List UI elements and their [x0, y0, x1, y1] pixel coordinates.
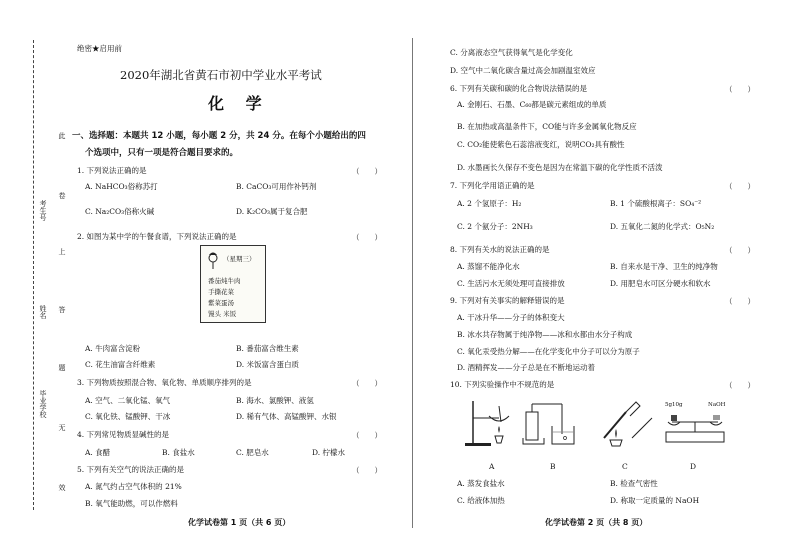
- sidebar-label: 卷: [58, 192, 66, 199]
- option-a: A. 空气、二氧化锰、氧气: [85, 396, 171, 405]
- lunch-menu-card: [200, 245, 266, 323]
- question-stem: 10. 下列实验操作中不规范的是: [450, 380, 555, 389]
- option-d: D. 水墨画长久保存不变色是因为在常温下碳的化学性质不活泼: [457, 163, 663, 172]
- exam-title: 2020年湖北省黄石市初中学业水平考试: [120, 68, 322, 82]
- sidebar-label: 无: [58, 424, 66, 431]
- question-stem: 6. 下列有关碳和碳的化合物说法错误的是: [450, 84, 588, 93]
- option-c: C. 给液体加热: [457, 496, 505, 505]
- option-d: D. 空气中二氧化碳含量过高会加剧温室效应: [450, 66, 596, 75]
- option-c: C. 分离液态空气获得氧气是化学变化: [450, 48, 573, 57]
- option-c: C. 花生油富含纤维素: [85, 360, 156, 369]
- section-instructions: 一、选择题：本题共 12 小题，每小题 2 分，共 24 分。在每个小题给出的四: [72, 131, 366, 141]
- option-b: B. 氧气能助燃，可以作燃料: [85, 499, 178, 508]
- option-b: B. 海水、氯酸钾、液氢: [236, 396, 314, 405]
- option-b: B. 1 个硫酸根离子：SO₄⁻²: [610, 199, 702, 208]
- option-d: D. K₂CO₃属于复合肥: [236, 207, 308, 216]
- option-c: C. 肥皂水: [236, 448, 269, 457]
- menu-item: 馒头 米饭: [208, 310, 237, 318]
- page-divider: [412, 38, 413, 528]
- airtightness-apparatus-figure: [518, 398, 588, 448]
- option-c: C. 氧化铁、锰酸钾、干冰: [85, 412, 171, 421]
- answer-blank: （ ）: [725, 85, 755, 94]
- answer-blank: （ ）: [725, 246, 755, 255]
- option-a: A. 牛肉富含淀粉: [85, 344, 141, 353]
- option-b: B. 自来水是干净、卫生的纯净物: [610, 262, 718, 271]
- option-c: C. Na₂CO₃俗称火碱: [85, 207, 155, 216]
- option-a: A. 食醋: [85, 448, 111, 457]
- option-d: D. 酒精挥发——分子总是在不断地运动着: [457, 363, 596, 372]
- answer-blank: （ ）: [725, 381, 755, 390]
- page-footer-right: 化学试卷第 2 页（共 8 页）: [545, 518, 648, 527]
- option-a: A. 2 个氢原子：H₂: [457, 199, 522, 208]
- option-c: C. CO₂能使紫色石蕊溶液变红，说明CO₂具有酸性: [457, 140, 625, 149]
- option-d: D. 用肥皂水可区分硬水和软水: [610, 279, 711, 288]
- option-a: A. 氮气约占空气体积的 21%: [85, 482, 182, 491]
- subject-title: 化 学: [208, 94, 270, 113]
- option-d: D. 稀有气体、高锰酸钾、水银: [236, 412, 337, 421]
- option-c: C. 2 个氨分子：2NH₃: [457, 222, 533, 231]
- sidebar-label: 效: [58, 484, 66, 491]
- option-b: B. 冰水共存物属于纯净物——冰和水都由水分子构成: [457, 330, 633, 339]
- secret-mark: 绝密★启用前: [77, 44, 122, 53]
- sidebar-label: 答: [58, 306, 66, 313]
- menu-item: 手撕花菜: [208, 288, 234, 296]
- sidebar-label: 上: [58, 248, 66, 255]
- option-d: D. 米饭富含蛋白质: [236, 360, 300, 369]
- question-stem: 7. 下列化学用语正确的是: [450, 181, 535, 190]
- field-name: 姓名: [39, 305, 47, 319]
- sidebar-label: 题: [58, 364, 66, 371]
- question-stem: 8. 下列有关水的说法正确的是: [450, 245, 550, 254]
- heating-liquid-apparatus-figure: [592, 398, 662, 448]
- field-school: 毕业学校: [39, 390, 47, 418]
- answer-blank: （ ）: [352, 167, 382, 176]
- question-stem: 5. 下列有关空气的说法正确的是: [77, 465, 185, 474]
- option-c: C. 生活污水无须处理可直接排放: [457, 279, 565, 288]
- question-stem: 3. 下列物质按照混合物、氧化物、单质顺序排列的是: [77, 378, 252, 387]
- binding-line: [33, 40, 34, 510]
- option-a: A. 蒸馏不能净化水: [457, 262, 520, 271]
- option-a: A. NaHCO₃俗称苏打: [85, 182, 158, 191]
- chef-icon: [206, 250, 220, 270]
- field-exam-number: 考生号: [39, 200, 47, 221]
- option-b: B. CaCO₃可用作补钙剂: [236, 182, 317, 191]
- option-c: C. 氧化汞受热分解——在化学变化中分子可以分为原子: [457, 347, 640, 356]
- page-footer-left: 化学试卷第 1 页（共 6 页）: [188, 518, 291, 527]
- answer-blank: （ ）: [352, 233, 382, 242]
- option-d: D. 称取一定质量的 NaOH: [610, 496, 700, 505]
- option-b: B. 检查气密性: [610, 479, 658, 488]
- menu-item: 紫菜蛋汤: [208, 299, 234, 307]
- option-b: B. 在加热或高温条件下，CO能与许多金属氧化物反应: [457, 122, 637, 131]
- figure-label-a: A: [489, 462, 495, 471]
- option-b: B. 番茄富含维生素: [236, 344, 299, 353]
- sidebar-label: 此: [58, 132, 66, 139]
- weights-label: 5g10g: [665, 402, 683, 408]
- question-stem: 4. 下列常见物质显碱性的是: [77, 430, 170, 439]
- evaporation-apparatus-figure: [455, 398, 525, 448]
- question-stem: 9. 下列对有关事实的解释错误的是: [450, 296, 565, 305]
- figure-label-d: D: [690, 462, 697, 471]
- option-b: B. 食盐水: [162, 448, 195, 457]
- option-d: D. 柠檬水: [312, 448, 346, 457]
- answer-blank: （ ）: [725, 297, 755, 306]
- answer-blank: （ ）: [352, 431, 382, 440]
- option-a: A. 干冰升华——分子的体积变大: [457, 313, 565, 322]
- menu-title: （星期三）: [223, 255, 256, 263]
- option-a: A. 金刚石、石墨、C₆₀都是碳元素组成的单质: [457, 100, 607, 109]
- answer-blank: （ ）: [352, 466, 382, 475]
- question-stem: 1. 下列说法正确的是: [77, 166, 147, 175]
- answer-blank: （ ）: [352, 379, 382, 388]
- naoh-label: NaOH: [708, 402, 726, 408]
- menu-item: 番茄炖牛肉: [208, 277, 241, 285]
- question-stem: 2. 如图为某中学的午餐食谱，下列说法正确的是: [77, 232, 237, 241]
- figure-label-c: C: [622, 462, 628, 471]
- answer-blank: （ ）: [725, 182, 755, 191]
- option-a: A. 蒸发食盐水: [457, 479, 505, 488]
- figure-label-b: B: [550, 462, 556, 471]
- option-d: D. 五氧化二氮的化学式：O₅N₂: [610, 222, 715, 231]
- section-instructions-cont: 个选项中，只有一项是符合题目要求的。: [85, 148, 239, 158]
